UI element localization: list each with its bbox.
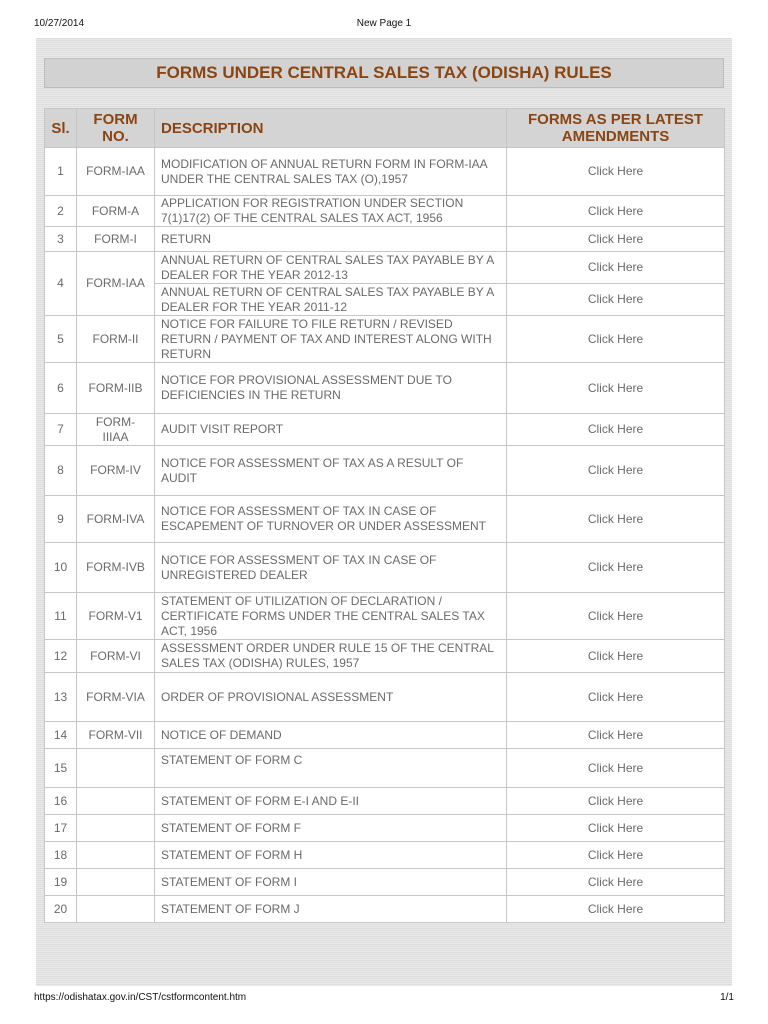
table-row: [45, 788, 725, 815]
click-here-link[interactable]: Click Here: [507, 543, 725, 593]
cell-description: STATEMENT OF FORM J: [155, 896, 507, 923]
click-here-link[interactable]: Click Here: [507, 446, 725, 496]
cell-sl: 12: [45, 640, 77, 673]
cell-form-no: [77, 842, 155, 869]
table-row: [45, 593, 725, 640]
cell-form-no: FORM-A: [77, 196, 155, 227]
table-header-row: [45, 109, 725, 148]
print-page-number: 1/1: [720, 992, 734, 1003]
cell-description: NOTICE FOR PROVISIONAL ASSESSMENT DUE TO DEFICIENCIES IN THE RETURN: [155, 363, 507, 414]
click-here-link[interactable]: Click Here: [507, 496, 725, 543]
cell-form-no: FORM-IIB: [77, 363, 155, 414]
header-sl: Sl.: [45, 109, 77, 148]
cell-description: NOTICE FOR ASSESSMENT OF TAX IN CASE OF UNREGISTERED DEALER: [155, 543, 507, 593]
cell-form-no: [77, 788, 155, 815]
click-here-link[interactable]: Click Here: [507, 722, 725, 749]
header-form-no: FORM NO.: [77, 109, 155, 148]
cell-sl: 4: [45, 252, 77, 316]
forms-table: [44, 108, 725, 923]
table-row: [45, 842, 725, 869]
table-row: [45, 446, 725, 496]
click-here-link[interactable]: Click Here: [507, 284, 725, 316]
click-here-link[interactable]: Click Here: [507, 196, 725, 227]
print-url: https://odishatax.gov.in/CST/cstformcontent.htm: [34, 992, 247, 1003]
cell-sl: 10: [45, 543, 77, 593]
cell-form-no: [77, 815, 155, 842]
click-here-link[interactable]: Click Here: [507, 869, 725, 896]
cell-form-no: FORM-V1: [77, 593, 155, 640]
cell-description: RETURN: [155, 227, 507, 252]
cell-description: STATEMENT OF FORM H: [155, 842, 507, 869]
cell-form-no: FORM-II: [77, 316, 155, 363]
cell-description: STATEMENT OF FORM E-I AND E-II: [155, 788, 507, 815]
cell-form-no: FORM-IVA: [77, 496, 155, 543]
cell-sl: 6: [45, 363, 77, 414]
table-row: [45, 227, 725, 252]
print-header: [34, 18, 734, 32]
cell-description: ORDER OF PROVISIONAL ASSESSMENT: [155, 673, 507, 722]
cell-form-no: [77, 869, 155, 896]
table-row: [45, 196, 725, 227]
cell-form-no: FORM-VIA: [77, 673, 155, 722]
click-here-link[interactable]: Click Here: [507, 842, 725, 869]
table-row: [45, 722, 725, 749]
cell-sl: 15: [45, 749, 77, 788]
click-here-link[interactable]: Click Here: [507, 316, 725, 363]
cell-description: STATEMENT OF FORM F: [155, 815, 507, 842]
cell-form-no: FORM-IIIAA: [77, 414, 155, 446]
click-here-link[interactable]: Click Here: [507, 227, 725, 252]
table-row: [45, 815, 725, 842]
table-row: [45, 316, 725, 363]
cell-form-no: FORM-IVB: [77, 543, 155, 593]
click-here-link[interactable]: Click Here: [507, 815, 725, 842]
cell-sl: 8: [45, 446, 77, 496]
cell-description: NOTICE FOR ASSESSMENT OF TAX AS A RESULT OF AUDIT: [155, 446, 507, 496]
table-row: [45, 496, 725, 543]
click-here-link[interactable]: Click Here: [507, 363, 725, 414]
cell-sl: 14: [45, 722, 77, 749]
click-here-link[interactable]: Click Here: [507, 788, 725, 815]
cell-description: ANNUAL RETURN OF CENTRAL SALES TAX PAYABLE BY A DEALER FOR THE YEAR 2012-13: [155, 252, 507, 284]
click-here-link[interactable]: Click Here: [507, 749, 725, 788]
cell-form-no: [77, 896, 155, 923]
cell-sl: 16: [45, 788, 77, 815]
table-row: [45, 543, 725, 593]
cell-sl: 7: [45, 414, 77, 446]
table-row: [45, 414, 725, 446]
cell-form-no: FORM-VI: [77, 640, 155, 673]
cell-description: ANNUAL RETURN OF CENTRAL SALES TAX PAYABLE BY A DEALER FOR THE YEAR 2011-12: [155, 284, 507, 316]
cell-sl: 9: [45, 496, 77, 543]
cell-sl: 20: [45, 896, 77, 923]
table-row: [45, 896, 725, 923]
page-title: FORMS UNDER CENTRAL SALES TAX (ODISHA) RULES: [44, 58, 724, 88]
cell-sl: 18: [45, 842, 77, 869]
table-row: [45, 869, 725, 896]
print-date: 10/27/2014: [34, 18, 85, 29]
click-here-link[interactable]: Click Here: [507, 640, 725, 673]
click-here-link[interactable]: Click Here: [507, 414, 725, 446]
cell-sl: 1: [45, 148, 77, 196]
cell-sl: 3: [45, 227, 77, 252]
header-description: DESCRIPTION: [155, 109, 507, 148]
click-here-link[interactable]: Click Here: [507, 673, 725, 722]
click-here-link[interactable]: Click Here: [507, 896, 725, 923]
page-canvas: [36, 38, 732, 986]
cell-description: STATEMENT OF FORM C: [155, 749, 507, 788]
cell-form-no: FORM-IAA: [77, 148, 155, 196]
cell-description: STATEMENT OF UTILIZATION OF DECLARATION / CERTIFICATE FORMS UNDER THE CENTRAL SALES TAX ACT, 1956: [155, 593, 507, 640]
click-here-link[interactable]: Click Here: [507, 252, 725, 284]
cell-description: APPLICATION FOR REGISTRATION UNDER SECTION 7(1)17(2) OF THE CENTRAL SALES TAX ACT, 1956: [155, 196, 507, 227]
cell-sl: 11: [45, 593, 77, 640]
cell-description: NOTICE FOR FAILURE TO FILE RETURN / REVISED RETURN / PAYMENT OF TAX AND INTEREST ALONG WITH RETURN: [155, 316, 507, 363]
cell-description: NOTICE FOR ASSESSMENT OF TAX IN CASE OF ESCAPEMENT OF TURNOVER OR UNDER ASSESSMENT: [155, 496, 507, 543]
click-here-link[interactable]: Click Here: [507, 593, 725, 640]
cell-form-no: FORM-IAA: [77, 252, 155, 316]
cell-description: STATEMENT OF FORM I: [155, 869, 507, 896]
table-row: [45, 749, 725, 788]
cell-form-no: FORM-I: [77, 227, 155, 252]
cell-description: AUDIT VISIT REPORT: [155, 414, 507, 446]
cell-form-no: FORM-IV: [77, 446, 155, 496]
click-here-link[interactable]: Click Here: [507, 148, 725, 196]
cell-form-no: FORM-VII: [77, 722, 155, 749]
table-row: [45, 363, 725, 414]
cell-form-no: [77, 749, 155, 788]
cell-sl: 2: [45, 196, 77, 227]
header-latest-amendments: FORMS AS PER LATEST AMENDMENTS: [507, 109, 725, 148]
cell-sl: 17: [45, 815, 77, 842]
print-page-title: New Page 1: [356, 18, 412, 29]
cell-description: NOTICE OF DEMAND: [155, 722, 507, 749]
table-row: [45, 148, 725, 196]
table-row: [45, 673, 725, 722]
cell-description: ASSESSMENT ORDER UNDER RULE 15 OF THE CENTRAL SALES TAX (ODISHA) RULES, 1957: [155, 640, 507, 673]
table-row: [45, 252, 725, 284]
cell-sl: 13: [45, 673, 77, 722]
cell-description: MODIFICATION OF ANNUAL RETURN FORM IN FORM-IAA UNDER THE CENTRAL SALES TAX (O),1957: [155, 148, 507, 196]
cell-sl: 19: [45, 869, 77, 896]
cell-sl: 5: [45, 316, 77, 363]
table-row: [45, 640, 725, 673]
print-footer: [34, 992, 734, 1006]
